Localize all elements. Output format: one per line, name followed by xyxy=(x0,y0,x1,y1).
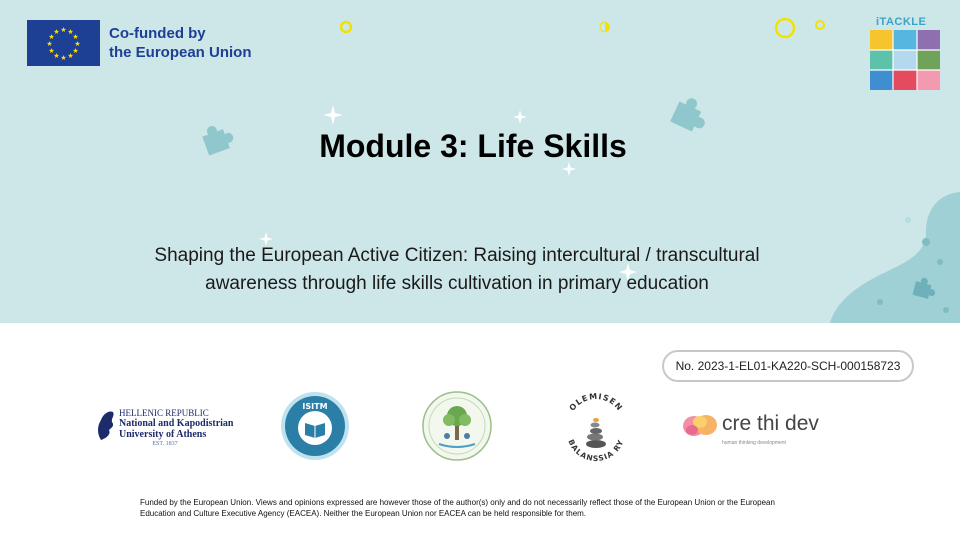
uoa-line1: HELLENIC REPUBLIC xyxy=(119,408,209,418)
uoa-logo xyxy=(95,406,245,448)
circle-decoration-icon xyxy=(813,18,827,32)
sparkle-icon xyxy=(513,110,527,124)
eu-flag-icon xyxy=(27,20,100,66)
svg-text:★: ★ xyxy=(53,52,60,60)
svg-text:★: ★ xyxy=(72,33,79,41)
itackle-puzzle-logo-icon xyxy=(870,30,940,90)
funding-disclaimer: Funded by the European Union. Views and opinions expressed are however those of the author(s) only and do not necessarily reflect those of the European Union or the European Education and Culture Executive Agency (EACEA). Neither the European Union nor EACEA can be held responsible for them. xyxy=(140,498,775,518)
svg-text:★: ★ xyxy=(53,28,60,36)
svg-text:★: ★ xyxy=(46,40,53,48)
crethidev-logo xyxy=(682,410,832,446)
uoa-line3: University of Athens xyxy=(119,429,207,440)
blob-decoration-icon xyxy=(830,192,960,323)
brain-icon xyxy=(682,412,718,440)
svg-text:★: ★ xyxy=(67,28,74,36)
olemisen-top-text: OLEMISEN xyxy=(567,392,625,413)
half-circle-decoration-icon xyxy=(598,19,612,35)
svg-text:★: ★ xyxy=(48,47,55,55)
crethidev-name: cre thi dev xyxy=(722,412,819,435)
eu-label-line2: the European Union xyxy=(109,44,252,61)
olemisen-balanssia-logo xyxy=(559,392,633,464)
svg-text:OLEMISEN xyxy=(568,392,625,413)
athena-head-icon xyxy=(95,408,117,442)
uoa-est: EST. 1837 xyxy=(152,441,178,447)
page-subtitle: Shaping the European Active Citizen: Raising intercultural / transcultural awareness through life skills cultivation in primary education xyxy=(154,245,760,294)
eu-cofunded-label xyxy=(109,24,252,62)
uoa-line2: National and Kapodistrian xyxy=(119,418,234,429)
page-title: Module 3: Life Skills xyxy=(319,128,627,164)
isitm-logo xyxy=(280,391,350,461)
svg-text:★: ★ xyxy=(67,52,74,60)
circle-decoration-icon xyxy=(772,15,798,41)
crethidev-tagline: human thinking development xyxy=(722,440,786,446)
svg-text:★: ★ xyxy=(72,47,79,55)
svg-text:★: ★ xyxy=(74,40,81,48)
svg-text:★: ★ xyxy=(60,54,67,62)
isitm-acronym: ISITM xyxy=(302,402,328,411)
project-logo-label: iTACKLE xyxy=(876,16,927,28)
svg-text:★: ★ xyxy=(60,26,67,34)
project-number-badge: No. 2023-1-EL01-KA220-SCH-000158723 xyxy=(662,350,914,382)
eu-label-line1: Co-funded by xyxy=(109,25,206,42)
svg-text:★: ★ xyxy=(48,33,55,41)
school-tree-logo xyxy=(419,390,495,462)
circle-decoration-icon xyxy=(338,19,354,35)
sparkle-icon xyxy=(323,105,343,125)
olemisen-bottom-text: BALANSSIA RY xyxy=(566,438,626,464)
